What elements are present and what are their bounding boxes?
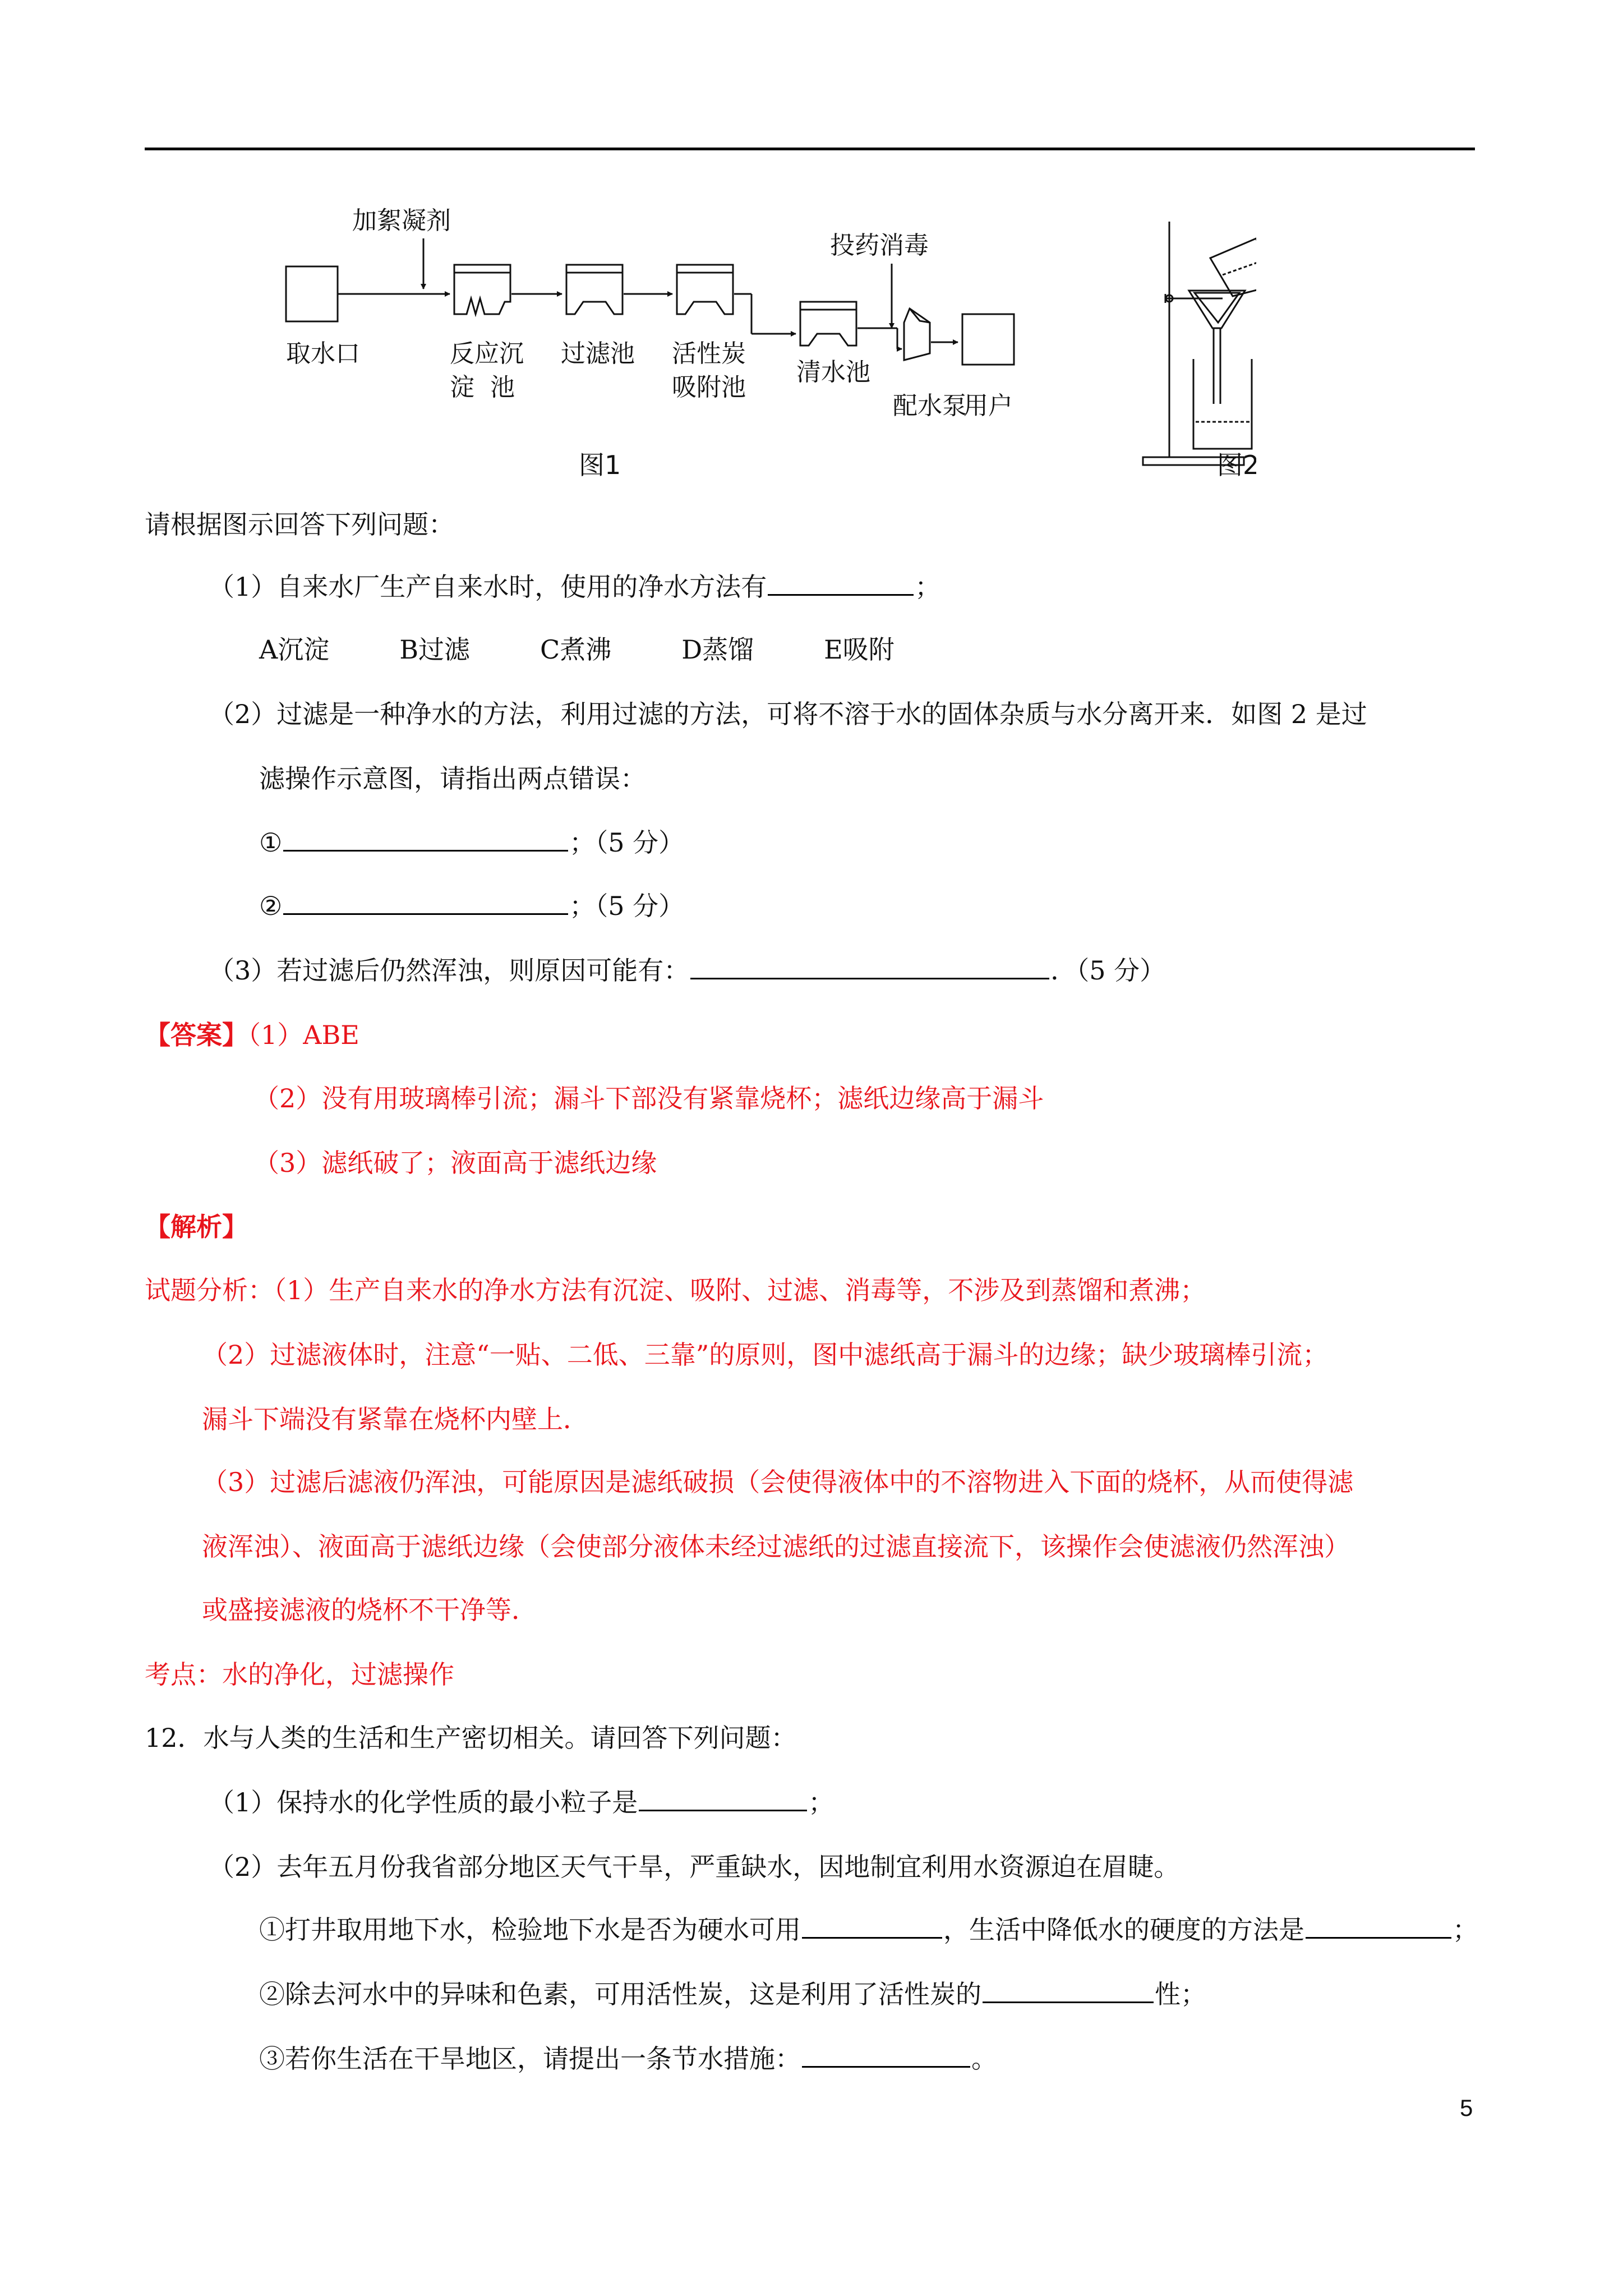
question-1-text: （1）自来水厂生产自来水时，使用的净水方法有	[209, 572, 767, 602]
score-label: ；（5 分）	[569, 891, 685, 921]
suffix: ；	[808, 1787, 834, 1818]
disinfect-label: 投药消毒	[830, 231, 929, 260]
option-d: D蒸馏	[681, 634, 754, 665]
answer-line-1	[145, 1018, 359, 1052]
stage-label: 过滤池	[561, 339, 635, 368]
answer-blank[interactable]	[283, 891, 568, 915]
item-mark: ①	[259, 827, 283, 858]
question-text: ，生活中降低水的硬度的方法是	[943, 1915, 1304, 1945]
answer-label: 【答案】	[145, 1020, 248, 1050]
question-3-suffix: ．（5 分）	[1050, 955, 1166, 986]
intro-text: 请根据图示回答下列问题：	[145, 509, 454, 540]
analysis-p1: 试题分析：（1）生产自来水的净水方法有沉淀、吸附、过滤、消毒等，不涉及到蒸馏和煮沸；	[145, 1275, 1206, 1305]
answer-blank[interactable]	[283, 827, 568, 852]
intake-box	[286, 266, 338, 321]
clear-water-tank-icon	[800, 302, 856, 346]
question-12-1	[209, 1786, 834, 1819]
answer-2: （2）没有用玻璃棒引流；漏斗下部没有紧靠烧杯；滤纸边缘高于漏斗	[253, 1083, 1044, 1114]
page-number: 5	[1460, 2095, 1473, 2121]
analysis-p2a: （2）过滤液体时，注意“一贴、二低、三靠”的原则，图中滤纸高于漏斗的边缘；缺少玻璃棒引流；	[202, 1340, 1329, 1370]
question-2-item2	[259, 889, 684, 923]
pump-icon	[904, 309, 930, 360]
answer-blank[interactable]	[802, 2044, 970, 2068]
answer-3: （3）滤纸破了；液面高于滤纸边缘	[253, 1148, 657, 1178]
figure-diagrams	[269, 202, 1256, 494]
question-12-2b	[259, 1977, 1206, 2011]
question-2-line2: 滤操作示意图，请指出两点错误：	[259, 763, 646, 794]
question-12-2a	[259, 1913, 1478, 1947]
stage-label: 活性炭	[672, 339, 746, 368]
stage-label: 配水泵	[893, 392, 967, 420]
analysis-p3b: 液浑浊）、液面高于滤纸边缘（会使部分液体未经过滤纸的过滤直接流下，该操作会使滤液仍然浑浊）	[202, 1531, 1350, 1562]
answer-blank[interactable]	[690, 955, 1049, 979]
stage-label: 取水口	[286, 339, 360, 368]
analysis-p2b: 漏斗下端没有紧靠在烧杯内壁上．	[202, 1404, 589, 1434]
question-2-line1: （2）过滤是一种净水的方法，利用过滤的方法，可将不溶于水的固体杂质与水分离开来．如图 2 是过	[209, 699, 1367, 729]
option-e: E吸附	[824, 634, 895, 665]
filtration-apparatus-icon	[1143, 222, 1256, 465]
figures	[269, 202, 1256, 494]
question-1	[209, 570, 940, 604]
answer-blank[interactable]	[768, 572, 914, 596]
question-3	[209, 954, 1165, 987]
score-label: ；（5 分）	[569, 827, 685, 858]
question-text: ①打井取用地下水，检验地下水是否为硬水可用	[259, 1915, 801, 1945]
suffix: ；	[1453, 1915, 1478, 1945]
item-mark: ②	[259, 891, 283, 921]
question-12-2c	[259, 2042, 997, 2076]
stage-label: 反应沉	[450, 339, 524, 368]
figure2-caption: 图2	[1217, 450, 1256, 480]
question-12-1-text: （1）保持水的化学性质的最小粒子是	[209, 1787, 638, 1818]
question-1-suffix: ；	[915, 572, 941, 602]
analysis-p3a: （3）过滤后滤液仍浑浊，可能原因是滤纸破损（会使得液体中的不溶物进入下面的烧杯，从而使得滤	[202, 1467, 1354, 1497]
carbon-tank-icon	[677, 265, 733, 314]
figure1-caption: 图1	[579, 450, 621, 480]
question-2-item1	[259, 826, 684, 859]
question-text: ②除去河水中的异味和色素，可用活性炭，这是利用了活性炭的	[259, 1979, 981, 2009]
option-c: C煮沸	[540, 634, 612, 665]
answer-blank[interactable]	[639, 1787, 807, 1811]
user-box	[962, 314, 1014, 365]
suffix: 。	[971, 2044, 997, 2074]
question-12-2: （2）去年五月份我省部分地区天气干旱，严重缺水，因地制宜利用水资源迫在眉睫。	[209, 1852, 1180, 1882]
suffix: 性；	[1155, 1979, 1206, 2009]
stage-label: 吸附池	[672, 373, 746, 402]
kaodian: 考点：水的净化，过滤操作	[145, 1659, 454, 1690]
question-3-text: （3）若过滤后仍然浑浊，则原因可能有：	[209, 955, 690, 986]
answer-blank[interactable]	[1306, 1915, 1451, 1939]
header-rule	[145, 148, 1475, 150]
coagulant-label: 加絮凝剂	[352, 206, 451, 235]
question-text: ③若你生活在干旱地区，请提出一条节水措施：	[259, 2044, 801, 2074]
stage-label: 淀 池	[450, 373, 515, 402]
option-a: A沉淀	[259, 634, 330, 665]
analysis-label: 【解析】	[145, 1212, 248, 1242]
answer-blank[interactable]	[802, 1915, 942, 1939]
stage-label: 清水池	[796, 358, 870, 386]
sedimentation-tank-icon	[454, 265, 510, 314]
option-b: B过滤	[399, 634, 471, 665]
stage-label: 用户	[963, 392, 1013, 420]
question-12-title: 12．水与人类的生活和生产密切相关。请回答下列问题：	[145, 1723, 797, 1753]
question-1-options	[259, 633, 965, 666]
answer-1: （1）ABE	[248, 1020, 359, 1050]
analysis-p3c: 或盛接滤液的烧杯不干净等．	[202, 1595, 537, 1625]
answer-blank[interactable]	[983, 1979, 1154, 2003]
filter-tank-icon	[566, 265, 623, 314]
